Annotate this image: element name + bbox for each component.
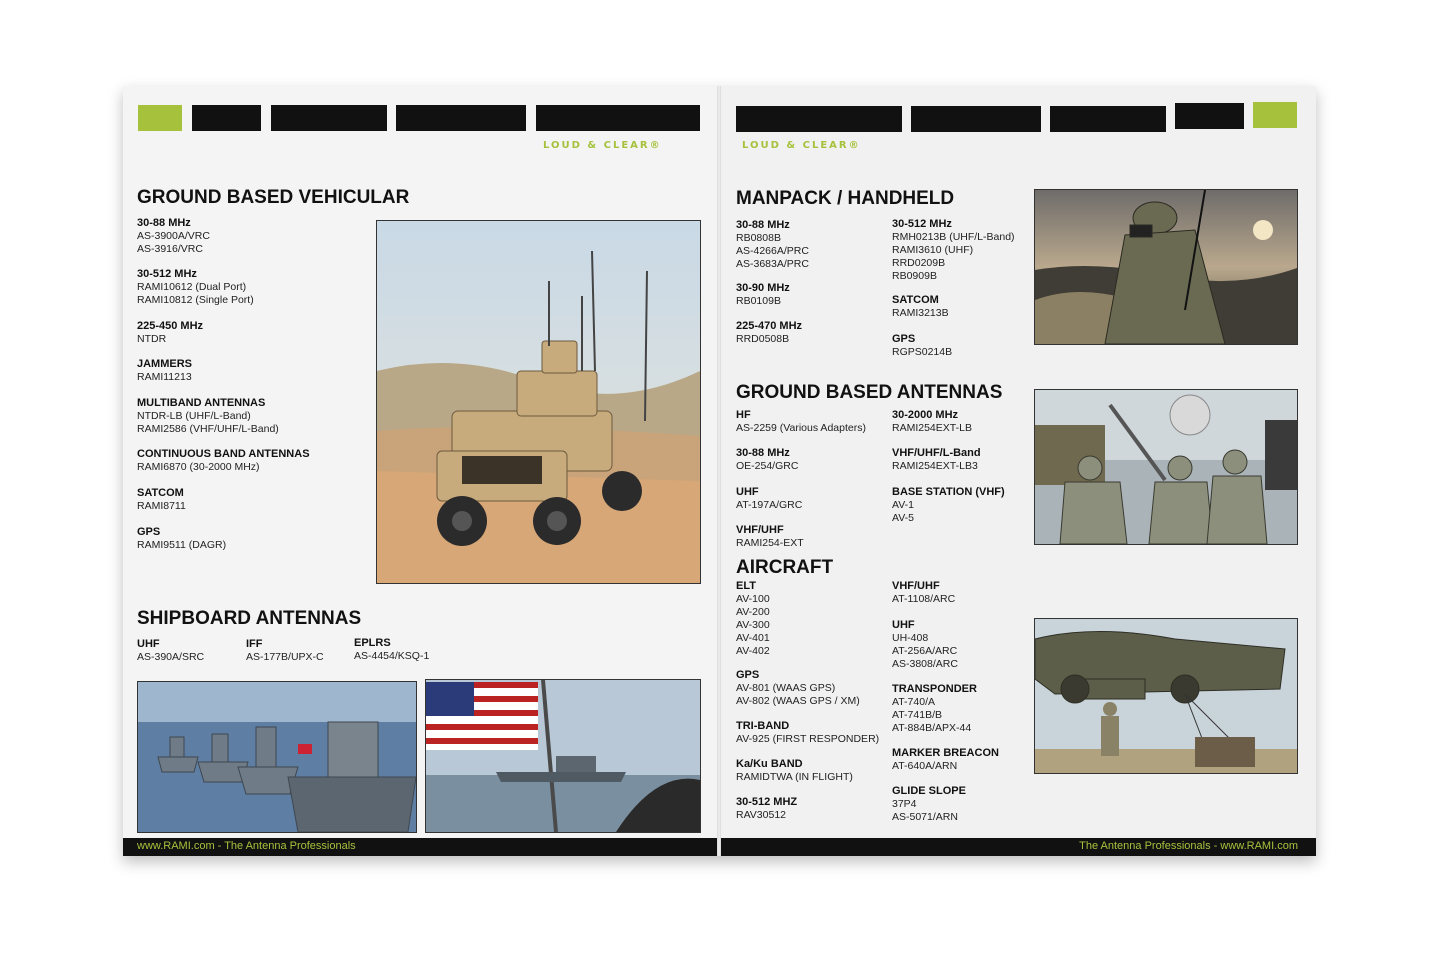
spec-item: AT-741B/B	[892, 709, 942, 721]
spec-item: AS-390A/SRC	[137, 651, 205, 663]
spec-heading: MARKER BREACON	[892, 747, 999, 759]
spec-heading: 225-470 MHz	[736, 320, 803, 332]
spec-group	[736, 580, 770, 658]
spec-heading: ELT	[736, 580, 756, 592]
spec-item: AV-925 (FIRST RESPONDER)	[736, 733, 880, 745]
soldier-photo	[1034, 189, 1298, 345]
spec-item: RGPS0214B	[892, 346, 953, 358]
spec-heading: VHF/UHF	[736, 524, 784, 536]
spec-group	[246, 638, 324, 664]
spec-heading: MULTIBAND ANTENNAS	[137, 397, 266, 409]
spec-heading: SATCOM	[137, 487, 184, 499]
page-gutter	[717, 86, 721, 856]
spec-item: AS-4266A/PRC	[736, 245, 809, 257]
spec-item: RAMI3213B	[892, 307, 949, 319]
spec-heading: UHF	[892, 619, 915, 631]
spec-heading: JAMMERS	[137, 358, 193, 370]
header-bar	[736, 106, 902, 132]
spec-group	[137, 397, 279, 436]
spec-item: RAMI2586 (VHF/UHF/L-Band)	[137, 423, 279, 435]
header-bar	[1050, 106, 1166, 132]
spec-item: OE-254/GRC	[736, 460, 799, 472]
spec-group	[137, 448, 310, 474]
spec-group	[892, 486, 1005, 525]
spec-group	[892, 447, 981, 473]
spec-group	[137, 358, 192, 384]
spec-heading: 30-88 MHz	[137, 217, 191, 229]
spec-item: AT-884B/APX-44	[892, 722, 972, 734]
header-bar	[1175, 103, 1244, 129]
spec-group	[736, 758, 853, 784]
spec-group	[892, 409, 972, 435]
spec-item: AS-2259 (Various Adapters)	[736, 422, 866, 434]
spec-item: AS-5071/ARN	[892, 811, 958, 823]
spec-group	[892, 333, 952, 359]
spec-item: RAMI6870 (30-2000 MHz)	[137, 461, 260, 473]
spec-heading: 225-450 MHz	[137, 320, 204, 332]
spec-group	[892, 294, 949, 320]
spec-item: RAV30512	[736, 809, 787, 821]
helicopter-photo	[1034, 618, 1298, 774]
spec-group	[736, 282, 790, 308]
spec-item: RB0808B	[736, 232, 781, 244]
spec-group	[736, 320, 802, 346]
section-title-manpack: MANPACK / HANDHELD	[736, 188, 955, 209]
spec-heading: 30-90 MHz	[736, 282, 790, 294]
left-page	[123, 86, 719, 856]
header-bar	[536, 105, 700, 131]
spec-heading: BASE STATION (VHF)	[892, 486, 1005, 498]
spec-heading: GPS	[137, 526, 161, 538]
ships-photo	[137, 681, 417, 833]
spec-item: RAMI3610 (UHF)	[892, 244, 974, 256]
spec-item: RAMI10812 (Single Port)	[137, 294, 254, 306]
spec-item: 37P4	[892, 798, 917, 810]
spec-group	[892, 747, 999, 773]
spec-item: AT-197A/GRC	[736, 499, 803, 511]
spec-group	[892, 619, 958, 671]
spec-item: RAMI9511 (DAGR)	[137, 539, 227, 551]
spec-item: RAMI254EXT-LB3	[892, 460, 978, 472]
spec-group	[137, 268, 254, 307]
spec-item: AV-401	[736, 632, 770, 644]
flag-ship-photo	[425, 679, 701, 833]
spec-item: AT-740/A	[892, 696, 935, 708]
spec-heading: GPS	[736, 669, 760, 681]
spec-item: RAMI254-EXT	[736, 537, 804, 549]
spec-item: RRD0508B	[736, 333, 790, 345]
spec-item: RAMI11213	[137, 371, 192, 383]
spec-item: NTDR-LB (UHF/L-Band)	[137, 410, 251, 422]
spec-item: RAMI254EXT-LB	[892, 422, 972, 434]
right-footer	[719, 838, 1316, 856]
spec-heading: 30-88 MHz	[736, 447, 790, 459]
spec-group	[736, 796, 797, 822]
spec-item: AV-100	[736, 593, 770, 605]
spec-item: RAMI8711	[137, 500, 186, 512]
spec-group	[736, 219, 809, 271]
spec-group	[892, 785, 966, 824]
spec-heading: UHF	[137, 638, 160, 650]
header-bar	[396, 105, 526, 131]
spec-heading: 30-88 MHz	[736, 219, 790, 231]
header-bar	[192, 105, 261, 131]
spec-item: RAMI10612 (Dual Port)	[137, 281, 247, 293]
spec-item: AS-4454/KSQ-1	[354, 650, 430, 662]
brochure-spread	[123, 86, 1316, 856]
section-title-aircraft: AIRCRAFT	[736, 557, 834, 578]
spec-heading: Ka/Ku BAND	[736, 758, 803, 770]
spec-heading: GPS	[892, 333, 916, 345]
spec-item: RAMIDTWA (IN FLIGHT)	[736, 771, 853, 783]
spec-heading: IFF	[246, 638, 263, 650]
spec-group	[892, 580, 955, 606]
spec-item: AS-3808/ARC	[892, 658, 958, 670]
spec-heading: VHF/UHF/L-Band	[892, 447, 981, 459]
spec-heading: 30-512 MHZ	[736, 796, 798, 808]
spec-group	[892, 218, 1015, 283]
spec-heading: SATCOM	[892, 294, 939, 306]
spec-heading: EPLRS	[354, 637, 391, 649]
spec-group	[137, 217, 210, 256]
header-bar	[271, 105, 387, 131]
section-title-vehicular: GROUND BASED VEHICULAR	[137, 187, 410, 208]
spec-heading: TRI-BAND	[736, 720, 790, 732]
spec-item: AV-300	[736, 619, 770, 631]
footer-url[interactable]: The Antenna Professionals - www.RAMI.com	[1079, 840, 1298, 852]
spec-heading: CONTINUOUS BAND ANTENNAS	[137, 448, 310, 460]
spec-item: AT-640A/ARN	[892, 760, 958, 772]
spec-item: RB0109B	[736, 295, 781, 307]
spec-group	[137, 487, 186, 513]
spec-heading: 30-512 MHz	[137, 268, 197, 280]
spec-item: AS-177B/UPX-C	[246, 651, 324, 663]
spec-item: AS-3683A/PRC	[736, 258, 809, 270]
vehicle-photo	[376, 220, 701, 584]
spec-heading: UHF	[736, 486, 759, 498]
spec-item: RRD0209B	[892, 257, 946, 269]
spec-item: AV-200	[736, 606, 770, 618]
spec-item: RMH0213B (UHF/L-Band)	[892, 231, 1015, 243]
spec-item: AS-3916/VRC	[137, 243, 203, 255]
spec-group	[736, 720, 879, 746]
spec-item: AV-1	[892, 499, 914, 511]
spec-item: AV-801 (WAAS GPS)	[736, 682, 836, 694]
spec-item: AV-802 (WAAS GPS / XM)	[736, 695, 860, 707]
spec-heading: HF	[736, 409, 751, 421]
accent-bar	[138, 105, 182, 131]
section-title-ground: GROUND BASED ANTENNAS	[736, 382, 1003, 403]
spec-group	[736, 669, 860, 708]
spec-item: NTDR	[137, 333, 167, 345]
right-page	[719, 86, 1316, 856]
spec-group	[736, 409, 866, 435]
spec-item: AV-5	[892, 512, 914, 524]
accent-bar	[1253, 102, 1297, 128]
footer-url[interactable]: www.RAMI.com - The Antenna Professionals	[137, 840, 356, 852]
header-bar	[911, 106, 1041, 132]
spec-heading: GLIDE SLOPE	[892, 785, 966, 797]
spec-group	[892, 683, 977, 735]
left-footer	[123, 838, 719, 856]
spec-item: AT-1108/ARC	[892, 593, 956, 605]
spec-item: AV-402	[736, 645, 770, 657]
spec-item: UH-408	[892, 632, 929, 644]
spec-group	[736, 447, 798, 473]
spec-group	[137, 320, 203, 346]
section-title-shipboard: SHIPBOARD ANTENNAS	[137, 608, 362, 629]
spec-item: AS-3900A/VRC	[137, 230, 210, 242]
spec-heading: TRANSPONDER	[892, 683, 977, 695]
ground-antenna-photo	[1034, 389, 1298, 545]
spec-group	[736, 486, 802, 512]
spec-item: AT-256A/ARC	[892, 645, 958, 657]
brand-tagline: LOUD & CLEAR®	[543, 140, 662, 151]
spec-group	[137, 526, 226, 552]
spec-group	[137, 638, 204, 664]
spec-item: RB0909B	[892, 270, 937, 282]
spec-group	[736, 524, 804, 550]
spec-heading: VHF/UHF	[892, 580, 940, 592]
brand-tagline: LOUD & CLEAR®	[742, 140, 861, 151]
spec-heading: 30-2000 MHz	[892, 409, 959, 421]
spec-group	[354, 637, 429, 663]
spec-heading: 30-512 MHz	[892, 218, 952, 230]
